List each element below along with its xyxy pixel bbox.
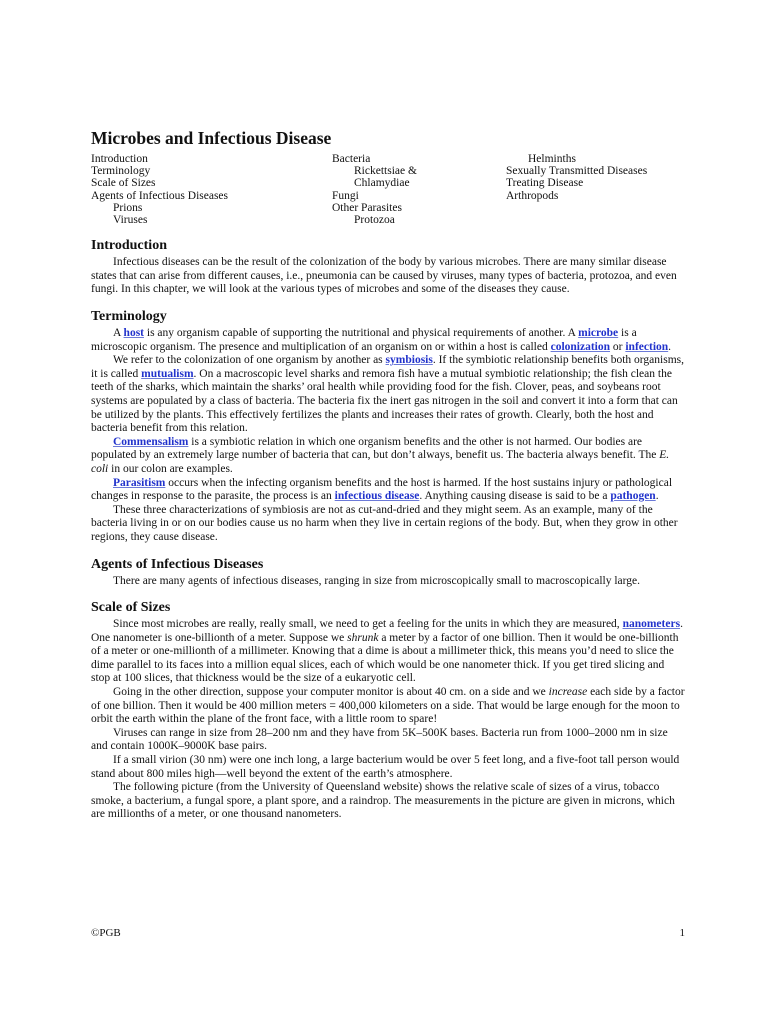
toc-link[interactable]: Viruses xyxy=(113,214,148,227)
toc-link[interactable]: Rickettsiae & xyxy=(354,165,417,178)
text-run: . xyxy=(668,340,672,353)
term-commensalism[interactable]: Commensalism xyxy=(113,435,189,448)
term-mutualism[interactable]: mutualism xyxy=(141,367,194,380)
toc-link[interactable]: Agents of Infectious Diseases xyxy=(91,189,229,202)
scale-paragraph-5: The following picture (from the University of Queensland website) shows the relative scale of sizes of a virus, tobacco smoke, a bacterium, a fungal spore, a plant spore, and a raindrop. The measurements in the picture are given in microns, which are millionths of a meter, or one thousand nanometers. xyxy=(91,781,675,821)
toc-link[interactable]: Treating Disease xyxy=(506,177,584,190)
text-italic-shrunk: shrunk xyxy=(347,631,379,644)
text-run: is a symbiotic relation in which one organism benefits and the other is not harmed. Our bodies are populated by an extremely large number of bacteria that can, but don’t always, benefit us. The bacteria always benefit. The xyxy=(91,435,660,462)
text-run: . If the symbiotic relationship benefits both organisms, it is called xyxy=(91,354,684,380)
toc-link[interactable]: Chlamydiae xyxy=(354,177,410,190)
term-host[interactable]: host xyxy=(123,327,144,339)
text-run: occurs when the infecting organism benefits and the host is harmed. If the host sustains injury or pathological changes in response to the parasite, the process is an xyxy=(91,476,673,503)
toc-link[interactable]: Protozoa xyxy=(354,214,395,227)
toc-link[interactable]: Arthropods xyxy=(506,189,559,202)
scale-paragraph-3: Viruses can range in size from 28–200 nm and they have from 5K–500K bases. Bacteria run from 1000–2000 nm in size and contain 1000K–9000K base pairs. xyxy=(91,726,668,753)
term-parasitism[interactable]: Parasitism xyxy=(113,476,166,489)
page-number: 1 xyxy=(679,927,685,939)
text-run: We refer to the colonization of one organism by another as xyxy=(113,354,386,367)
text-run: Going in the other direction, suppose your computer monitor is about 40 cm. on a side and we xyxy=(113,686,549,699)
toc-column-1 xyxy=(91,153,332,226)
table-of-contents xyxy=(91,153,685,226)
toc-link[interactable]: Prions xyxy=(113,201,143,214)
toc-link[interactable]: Sexually Transmitted Diseases xyxy=(506,165,648,178)
footer-copyright: ©PGB xyxy=(91,927,121,939)
text-run: a meter by a factor of one billion. Then it would be one-billionth of a meter or one-millionth of a millimeter. Knowing that a dime is about a millimeter thick, this means you’d need to slice the dime parallel to its faces into a million equal slices, each of which would be one nanometer thick. If you get tired slicing and stop at 100 slices, that thickness would be the size of a eukaryotic cell. xyxy=(91,631,679,685)
toc-column-3 xyxy=(506,153,647,226)
text-run: is any organism capable of supporting the nutritional and physical requirements of another. A xyxy=(144,327,579,339)
term-microbe[interactable]: microbe xyxy=(578,327,619,339)
terminology-paragraph-5: These three characterizations of symbiosis are not as cut-and-dried and they might seem. As an example, many of the bacteria living in or on our bodies cause us no harm when they live in certain regions of the body. But, when they grow in other regions, they cause disease. xyxy=(91,503,678,543)
terminology-paragraph-2 xyxy=(91,354,685,436)
toc-link[interactable]: Helminths xyxy=(528,153,576,165)
terminology-paragraph-4 xyxy=(91,477,685,504)
text-run: . Anything causing disease is said to be a xyxy=(419,490,611,503)
text-run: or xyxy=(610,340,626,353)
term-nanometers[interactable]: nanometers xyxy=(622,618,681,631)
text-run: Since most microbes are really, really small, we need to get a feeling for the units in which they are measured, xyxy=(113,618,623,631)
page-footer xyxy=(91,927,685,939)
toc-link[interactable]: Introduction xyxy=(91,153,148,165)
page-title: Microbes and Infectious Disease xyxy=(91,128,332,148)
section-heading-introduction: Introduction xyxy=(91,238,167,254)
text-run: is a microscopic organism. The presence and multiplication of an organism on or within a host is called xyxy=(91,327,637,353)
text-run: . On a macroscopic level sharks and remora fish have a mutual symbiotic relationship; the fish clean the teeth of the sharks, which maintain the sharks’ oral health while providing food for the fish. Clover, peas, and soybeans root systems are populated by a class of bacteria. The bacteria fix the inert gas nitrogen in the soil and convert it into a form that can be utilized by the plants. This effectively fertilizes the plants and increases their rates of growth. Clearly, both the host and bacteria benefit from this relation. xyxy=(91,367,678,435)
text-run: A xyxy=(113,327,124,339)
toc-column-2 xyxy=(332,153,506,226)
scale-paragraph-1 xyxy=(91,618,685,686)
text-run: . One nanometer is one-billionth of a meter. Suppose we xyxy=(91,618,683,644)
text-run: each side by a factor of one billion. Then it would be 400 million meters = 400,000 kilometers on a side. That would be large enough for the moon to orbit the earth within the plane of the front face, with a little room to spare! xyxy=(91,686,685,726)
term-pathogen[interactable]: pathogen xyxy=(610,490,656,503)
toc-link[interactable]: Other Parasites xyxy=(332,201,402,214)
toc-link[interactable]: Terminology xyxy=(91,165,151,178)
text-italic-increase: increase xyxy=(548,686,588,699)
toc-link[interactable]: Scale of Sizes xyxy=(91,177,156,190)
text-run: in our colon are examples. xyxy=(108,462,233,475)
agents-paragraph: There are many agents of infectious diseases, ranging in size from microscopically small to macroscopically large. xyxy=(113,574,641,587)
term-infection[interactable]: infection xyxy=(625,340,669,353)
section-heading-scale: Scale of Sizes xyxy=(91,600,171,616)
toc-link[interactable]: Fungi xyxy=(332,189,359,202)
section-heading-terminology: Terminology xyxy=(91,309,167,324)
intro-paragraph: Infectious diseases can be the result of the colonization of the body by various microbes. There are many similar disease states that can arise from different causes, i.e., pneumonia can be caused by viruses, many types of bacteria, protozoa, and even fungi. In this chapter, we will look at the various types of microbes and some of the diseases they cause. xyxy=(91,256,677,296)
text-run: . xyxy=(655,490,659,503)
section-heading-agents: Agents of Infectious Diseases xyxy=(91,556,264,572)
text-italic-ecoli: E. coli xyxy=(91,449,670,475)
term-symbiosis[interactable]: symbiosis xyxy=(385,354,433,367)
document-page xyxy=(91,128,685,822)
terminology-paragraph-1 xyxy=(91,327,685,354)
terminology-paragraph-3 xyxy=(91,436,685,477)
scale-paragraph-2 xyxy=(91,686,685,727)
scale-paragraph-4: If a small virion (30 nm) were one inch long, a large bacterium would be over 5 feet long, and a five-foot tall person would stand about 800 miles high—well beyond the extent of the earth’s atmosphere. xyxy=(91,754,680,780)
toc-link[interactable]: Bacteria xyxy=(332,153,371,165)
term-infectious-disease[interactable]: infectious disease xyxy=(334,490,420,503)
term-colonization[interactable]: colonization xyxy=(550,340,611,353)
